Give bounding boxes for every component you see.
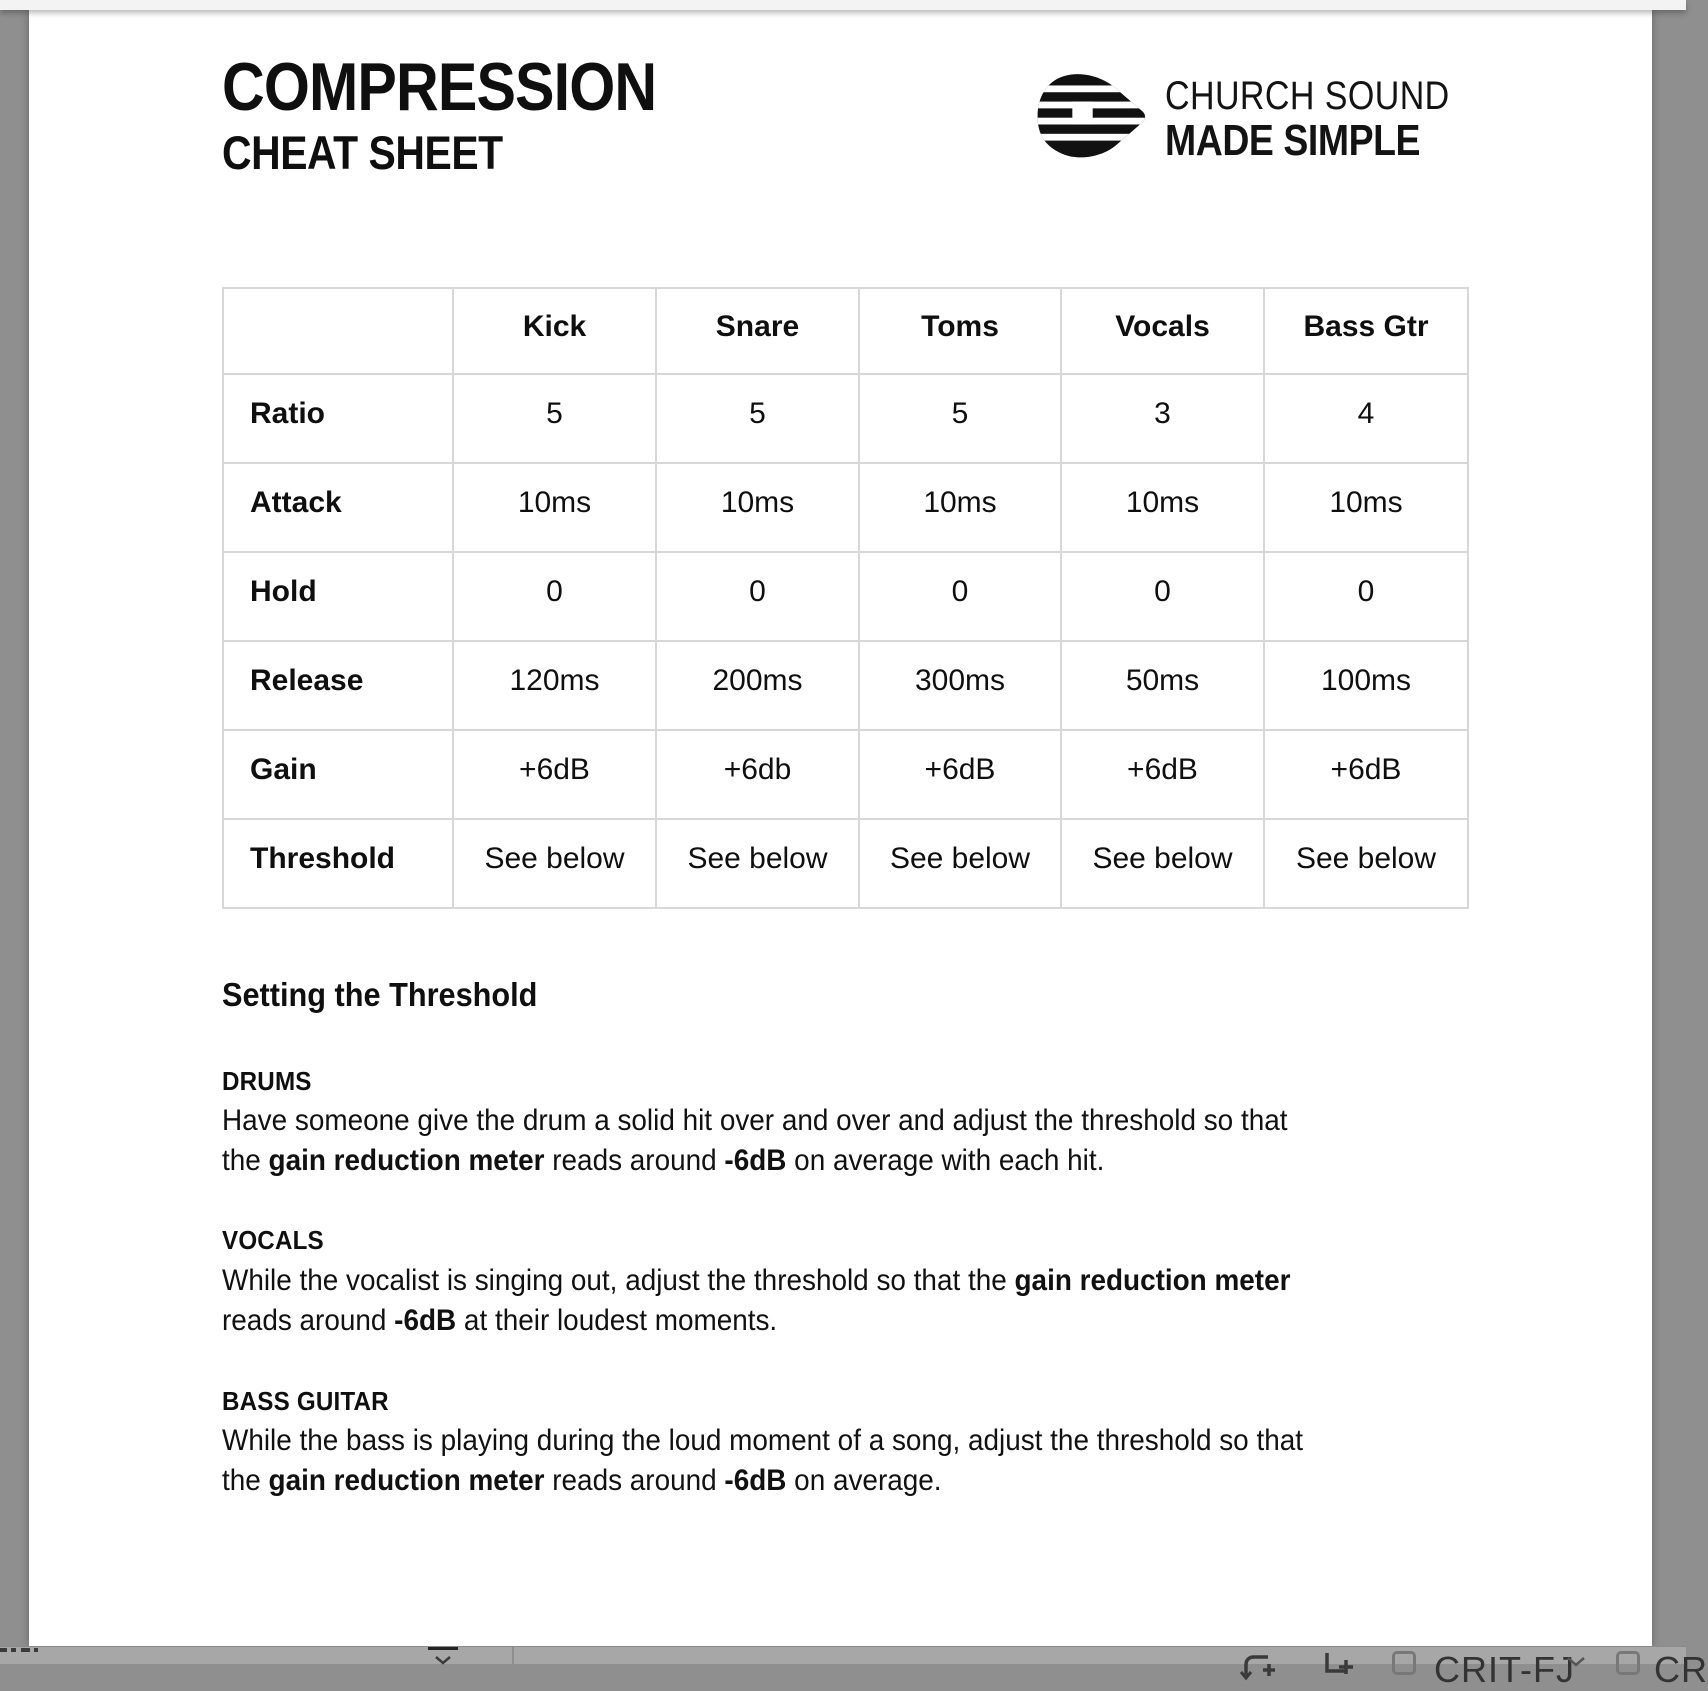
- table-cell: +6dB: [859, 730, 1061, 819]
- table-header-row: [223, 288, 1468, 374]
- piano-logo-icon: [1035, 72, 1147, 165]
- row-label-cell: Ratio: [223, 374, 453, 463]
- table-row-hold: [223, 552, 1468, 641]
- table-cell: 5: [656, 374, 859, 463]
- clipped-glyph: [21, 1648, 30, 1652]
- table-cell: See below: [1264, 819, 1468, 908]
- table-header-cell: Snare: [656, 288, 859, 374]
- vocals-heading: VOCALS: [222, 1225, 324, 1255]
- table-cell: 4: [1264, 374, 1468, 463]
- logo-line-2: MADE SIMPLE: [1165, 115, 1421, 165]
- paragraph-line: While the bass is playing during the loud moment of a song, adjust the threshold so that: [222, 1424, 1303, 1457]
- compression-settings-table: [222, 287, 1469, 909]
- title-line-1: COMPRESSION: [222, 49, 657, 125]
- bottom-toolbar: [0, 1646, 1708, 1690]
- table-row-gain: [223, 730, 1468, 819]
- paragraph-line: the gain reduction meter reads around -6dB on average.: [222, 1464, 942, 1497]
- table-cell: See below: [1061, 819, 1264, 908]
- row-label-cell: Hold: [223, 552, 453, 641]
- table-row-attack: [223, 463, 1468, 552]
- table-cell: 0: [656, 552, 859, 641]
- paragraph-line: While the vocalist is singing out, adjust the threshold so that the gain reduction meter: [222, 1264, 1291, 1297]
- toolbar-divider: [512, 1647, 514, 1665]
- table-cell: 10ms: [1264, 463, 1468, 552]
- row-label-cell: Threshold: [223, 819, 453, 908]
- row-label-cell: Release: [223, 641, 453, 730]
- drums-heading: DRUMS: [222, 1066, 312, 1096]
- table-cell: 0: [859, 552, 1061, 641]
- layer-checkbox[interactable]: [1392, 1651, 1416, 1675]
- paragraph-line: the gain reduction meter reads around -6dB on average with each hit.: [222, 1144, 1105, 1177]
- clipped-glyph: [11, 1648, 16, 1652]
- table-cell: 0: [1061, 552, 1264, 641]
- chevron-down-icon[interactable]: [1566, 1654, 1586, 1672]
- table-cell: See below: [453, 819, 656, 908]
- table-cell: See below: [859, 819, 1061, 908]
- top-strip: [0, 0, 1686, 10]
- table-cell: 5: [859, 374, 1061, 463]
- table-cell: 5: [453, 374, 656, 463]
- bass-guitar-heading: BASS GUITAR: [222, 1386, 389, 1416]
- row-label-cell: Gain: [223, 730, 453, 819]
- layer-label-clipped[interactable]: CR: [1654, 1649, 1708, 1690]
- insert-arrow-plus-icon[interactable]: [1240, 1650, 1276, 1691]
- logo-text: [1165, 74, 1500, 164]
- table-row-ratio: [223, 374, 1468, 463]
- table-cell: 0: [1264, 552, 1468, 641]
- toolbar-accent-segment: [428, 1647, 458, 1650]
- vocals-paragraph: [222, 1261, 1290, 1341]
- paragraph-line: reads around -6dB at their loudest moments.: [222, 1304, 778, 1337]
- table-cell: +6db: [656, 730, 859, 819]
- table-header-cell: Toms: [859, 288, 1061, 374]
- table-cell: 10ms: [656, 463, 859, 552]
- table-cell: 10ms: [859, 463, 1061, 552]
- table-row-release: [223, 641, 1468, 730]
- table-cell: 10ms: [453, 463, 656, 552]
- chevron-down-icon[interactable]: [434, 1652, 452, 1670]
- table-cell: 200ms: [656, 641, 859, 730]
- clipped-glyph: [0, 1648, 7, 1652]
- table-cell: +6dB: [1061, 730, 1264, 819]
- table-cell: See below: [656, 819, 859, 908]
- table-header-cell: [223, 288, 453, 374]
- table-cell: 300ms: [859, 641, 1061, 730]
- layer-checkbox[interactable]: [1616, 1651, 1640, 1675]
- table-header-cell: Kick: [453, 288, 656, 374]
- table-cell: +6dB: [453, 730, 656, 819]
- title-line-2: CHEAT SHEET: [222, 126, 503, 180]
- corner-plus-icon[interactable]: [1320, 1650, 1354, 1689]
- table-cell: 120ms: [453, 641, 656, 730]
- table-cell: 100ms: [1264, 641, 1468, 730]
- church-sound-made-simple-logo: [1035, 72, 1500, 165]
- section-heading: Setting the Threshold: [222, 976, 538, 1013]
- logo-line-1: CHURCH SOUND: [1165, 73, 1450, 118]
- table-header-cell: Bass Gtr: [1264, 288, 1468, 374]
- paragraph-line: Have someone give the drum a solid hit over and over and adjust the threshold so that: [222, 1104, 1288, 1137]
- table-cell: 50ms: [1061, 641, 1264, 730]
- document-page: [29, 10, 1652, 1646]
- drums-paragraph: [222, 1101, 1287, 1181]
- page-title: [222, 49, 721, 180]
- table-row-threshold: [223, 819, 1468, 908]
- layer-label[interactable]: CRIT-FJ: [1434, 1649, 1575, 1690]
- table-header-cell: Vocals: [1061, 288, 1264, 374]
- row-label-cell: Attack: [223, 463, 453, 552]
- clipped-glyph: [34, 1648, 38, 1652]
- table-cell: 10ms: [1061, 463, 1264, 552]
- bass-guitar-paragraph: [222, 1421, 1303, 1501]
- table-cell: 3: [1061, 374, 1264, 463]
- table-cell: 0: [453, 552, 656, 641]
- table-cell: +6dB: [1264, 730, 1468, 819]
